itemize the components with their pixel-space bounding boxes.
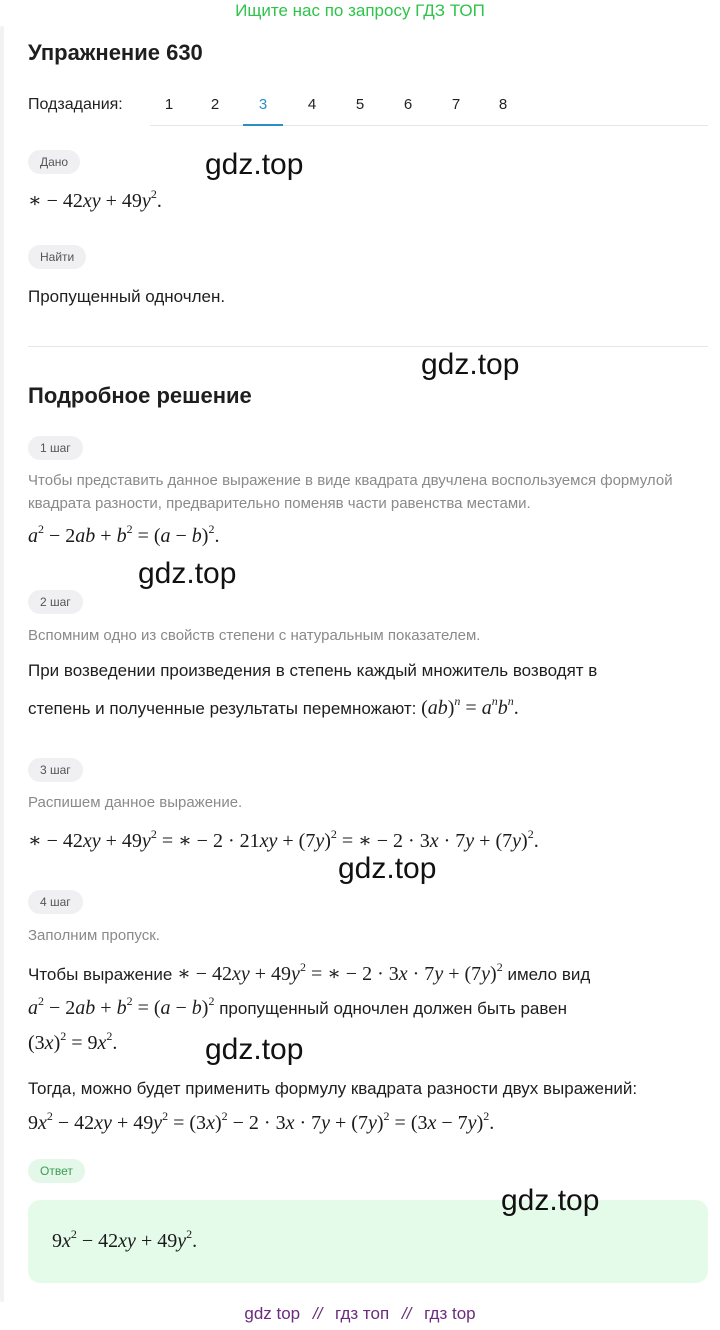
- solution-title: Подробное решение: [28, 383, 252, 408]
- footer-link-gdz-top-ru[interactable]: гдз топ: [335, 1304, 390, 1323]
- watermark: gdz.top: [421, 348, 520, 381]
- footer-link-gdz-top[interactable]: gdz top: [244, 1304, 301, 1323]
- tab-2[interactable]: 2: [210, 96, 220, 113]
- step-1-formula: $a^2 - 2ab + b^2 = (a - b)^2$.: [28, 522, 220, 547]
- watermark: gdz.top: [205, 148, 304, 181]
- find-text: Пропущенный одночлен.: [28, 287, 226, 306]
- find-pill: Найти: [28, 245, 86, 269]
- subtasks-label: Подзадания:: [28, 96, 123, 113]
- step-2-hint: Вспомним одно из свойств степени с натуральным показателем.: [28, 627, 481, 644]
- step-1-hint: Чтобы представить данное выражение в виде квадрата двучлена воспользуемся формулой квадрата разности, предварительно поменяв части равенства местами.: [28, 472, 673, 512]
- step-4-line2: $a^2 - 2ab + b^2 = (a - b)^2$ пропущенный одночлен должен быть равен: [28, 994, 568, 1019]
- given-expression: ∗ − $42xy + 49y^2$.: [28, 187, 162, 212]
- watermark: gdz.top: [205, 1033, 304, 1066]
- top-banner: Ищите нас по запросу ГДЗ ТОП: [235, 1, 485, 20]
- step-2-pill: 2 шаг: [28, 590, 83, 614]
- tab-8[interactable]: 8: [498, 96, 508, 113]
- step-2-text-line2: степень и полученные результаты перемножают: $(ab)^n = a^nb^n$.: [28, 694, 519, 719]
- step-4-line3: $(3x)^2 = 9x^2$.: [28, 1029, 118, 1054]
- footer-separator: //: [312, 1304, 323, 1323]
- watermark: gdz.top: [138, 557, 237, 590]
- tab-4[interactable]: 4: [307, 96, 317, 113]
- tab-1[interactable]: 1: [164, 96, 174, 113]
- footer-links: [0, 1304, 720, 1324]
- answer-pill: Ответ: [28, 1159, 85, 1183]
- step-4-text-d: Тогда, можно будет применить формулу квадрата разности двух выражений:: [28, 1079, 638, 1098]
- page-title: Упражнение 630: [28, 40, 203, 65]
- section-divider: [28, 346, 708, 347]
- step-2-text-line1: При возведении произведения в степень каждый множитель возводят в: [28, 661, 598, 680]
- left-rail: [0, 26, 4, 1302]
- tab-7[interactable]: 7: [451, 96, 461, 113]
- step-4-hint: Заполним пропуск.: [28, 927, 160, 944]
- tab-3[interactable]: 3: [243, 94, 283, 126]
- watermark: gdz.top: [501, 1184, 600, 1217]
- step-3-pill: 3 шаг: [28, 758, 83, 782]
- step-4-line1: Чтобы выражение ∗ − $42xy + 49y^2$ = ∗ − $2 \cdot 3x \cdot 7y + (7y)^2$ имело вид: [28, 960, 591, 985]
- tab-5[interactable]: 5: [355, 96, 365, 113]
- step-4-final-formula: $9x^2 - 42xy + 49y^2 = (3x)^2 - 2 \cdot 3x \cdot 7y + (7y)^2 = (3x - 7y)^2$.: [28, 1109, 495, 1134]
- tab-6[interactable]: 6: [403, 96, 413, 113]
- footer-link-gdz-top-mixed[interactable]: гдз top: [424, 1304, 476, 1323]
- watermark: gdz.top: [338, 852, 437, 885]
- step-3-hint: Распишем данное выражение.: [28, 794, 243, 811]
- given-pill: Дано: [28, 150, 80, 174]
- answer-formula: $9x^2 - 42xy + 49y^2$.: [52, 1227, 198, 1252]
- footer-separator: //: [401, 1304, 412, 1323]
- step-1-pill: 1 шаг: [28, 436, 83, 460]
- step-4-pill: 4 шаг: [28, 890, 83, 914]
- step-3-formula: ∗ − $42xy + 49y^2$ = ∗ − $2 \cdot 21xy + (7y)^2$ = ∗ − $2 \cdot 3x \cdot 7y + (7y)^2$.: [28, 827, 539, 852]
